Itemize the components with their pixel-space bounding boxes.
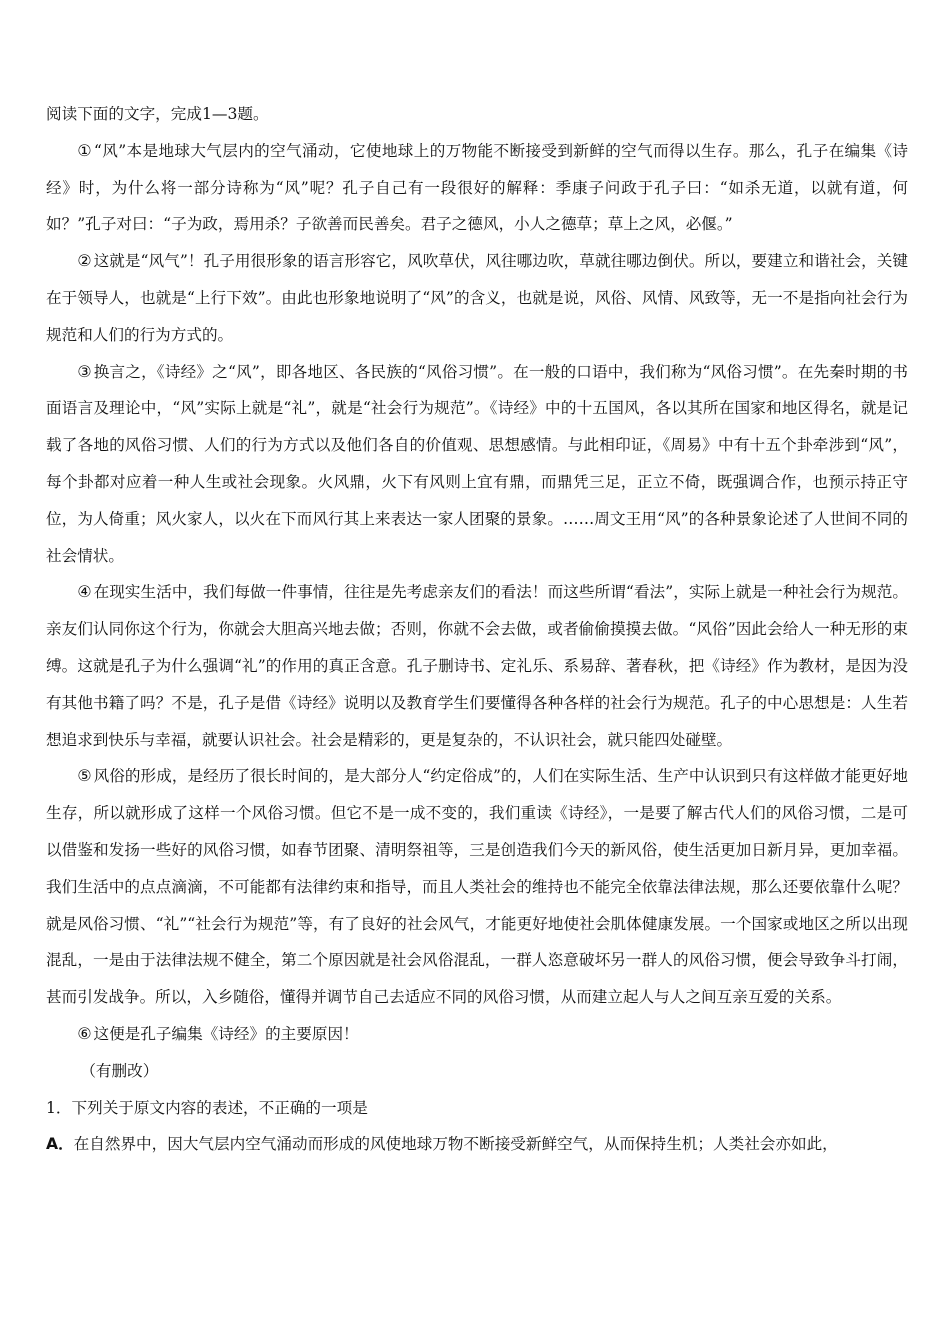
source-note: （有删改）: [80, 1061, 159, 1080]
paragraph-text: 在现实生活中，我们每做一件事情，往往是先考虑亲友们的看法！而这些所谓“看法”，实际上就是一种社会行为规范。亲友们认同你这个行为，你就会大胆高兴地去做；否则，你就不会去做，或者偷偷摸摸去做。“风俗”因此会给人一种无形的束缚。这就是孔子为什么强调“礼”的作用的真正含意。孔子删诗书、定礼乐、系易辞、著春秋，把《诗经》作为教材，是因为没有其他书籍了吗？不是，孔子是借《诗经》说明以及教育学生们要懂得各种各样的社会行为规范。孔子的中心思想是：人生若想追求到快乐与幸福，就要认识社会。社会是精彩的，更是复杂的，不认识社会，就只能四处碰壁。: [46, 583, 908, 749]
paragraph-number: ①: [77, 140, 92, 160]
paragraph-number: ⑥: [77, 1023, 92, 1043]
paragraph-6: [46, 1016, 908, 1053]
option-text: 在自然界中，因大气层内空气涌动而形成的风使地球万物不断接受新鲜空气，从而保持生机；人类社会亦如此，: [73, 1135, 838, 1154]
question-1: [46, 1090, 908, 1127]
paragraph-2: [46, 243, 908, 353]
paragraph-number: ②: [77, 251, 92, 271]
intro-instruction: 阅读下面的文字，完成1—3题。: [46, 105, 269, 123]
paragraph-4: [46, 574, 908, 758]
paragraph-text: 风俗的形成，是经历了很长时间的，是大部分人“约定俗成”的，人们在实际生活、生产中认识到只有这样做才能更好地生存，所以就形成了这样一个风俗习惯。但它不是一成不变的，我们重读《诗经》，一是要了解古代人们的风俗习惯，二是可以借鉴和发扬一些好的风俗习惯，如春节团聚、清明祭祖等，三是创造我们今天的新风俗，使生活更加日新月异，更加幸福。我们生活中的点点滴滴，不可能都有法律约束和指导，而且人类社会的维持也不能完全依靠法律法规，那么还要依靠什么呢？就是风俗习惯、“礼”“社会行为规范”等，有了良好的社会风气，才能更好地使社会肌体健康发展。一个国家或地区之所以出现混乱，一是由于法律法规不健全，第二个原因就是社会风俗混乱，一群人恣意破坏另一群人的风俗习惯，便会导致争斗打闹，甚而引发战争。所以，入乡随俗，懂得并调节自己去适应不同的风俗习惯，从而建立起人与人之间互亲互爱的关系。: [46, 767, 908, 1007]
paragraph-1: [46, 133, 908, 243]
paragraph-number: ⑤: [77, 766, 92, 786]
paragraph-text: 这就是“风气”！孔子用很形象的语言形容它，风吹草伏，风往哪边吹，草就往哪边倒伏。所以，要建立和谐社会，关键在于领导人，也就是“上行下效”。由此也形象地说明了“风”的含义，也就是说，风俗、风情、风致等，无一不是指向社会行为规范和人们的行为方式的。: [46, 252, 908, 344]
question-number: 1．: [46, 1098, 72, 1117]
paragraph-5: [46, 758, 908, 1016]
paragraph-text: 这便是孔子编集《诗经》的主要原因！: [93, 1024, 359, 1043]
question-text: 下列关于原文内容的表述，不正确的一项是: [71, 1098, 368, 1117]
option-label: A．: [46, 1135, 74, 1154]
document-page: [46, 96, 908, 1163]
paragraph-text: “风”本是地球大气层内的空气涌动，它使地球上的万物能不断接受到新鲜的空气而得以生存。那么，孔子在编集《诗经》时，为什么将一部分诗称为“风”呢？孔子自己有一段很好的解释：季康子问政于孔子曰：“如杀无道，以就有道，何如？”孔子对曰：“子为政，焉用杀？子欲善而民善矣。君子之德风，小人之德草；草上之风，必偃。”: [46, 141, 909, 234]
paragraph-text: 换言之，《诗经》之“风”，即各地区、各民族的“风俗习惯”。在一般的口语中，我们称为“风俗习惯”。在先秦时期的书面语言及理论中，“风”实际上就是“礼”，就是“社会行为规范”。《诗经》中的十五国风，各以其所在国家和地区得名，就是记载了各地的风俗习惯、人们的行为方式以及他们各自的价值观、思想感情。与此相印证，《周易》中有十五个卦牵涉到“风”，每个卦都对应着一种人生或社会现象。火风鼎，火下有风则上宜有鼎，而鼎凭三足，正立不倚，既强调合作，也预示持正守位，为人倚重；风火家人，以火在下而风行其上来表达一家人团聚的景象。……周文王用“风”的各种景象论述了人世间不同的社会情状。: [46, 362, 909, 565]
paragraph-number: ③: [77, 361, 92, 381]
paragraph-number: ④: [77, 582, 92, 602]
paragraph-3: [46, 354, 908, 575]
option-a: [46, 1126, 908, 1163]
